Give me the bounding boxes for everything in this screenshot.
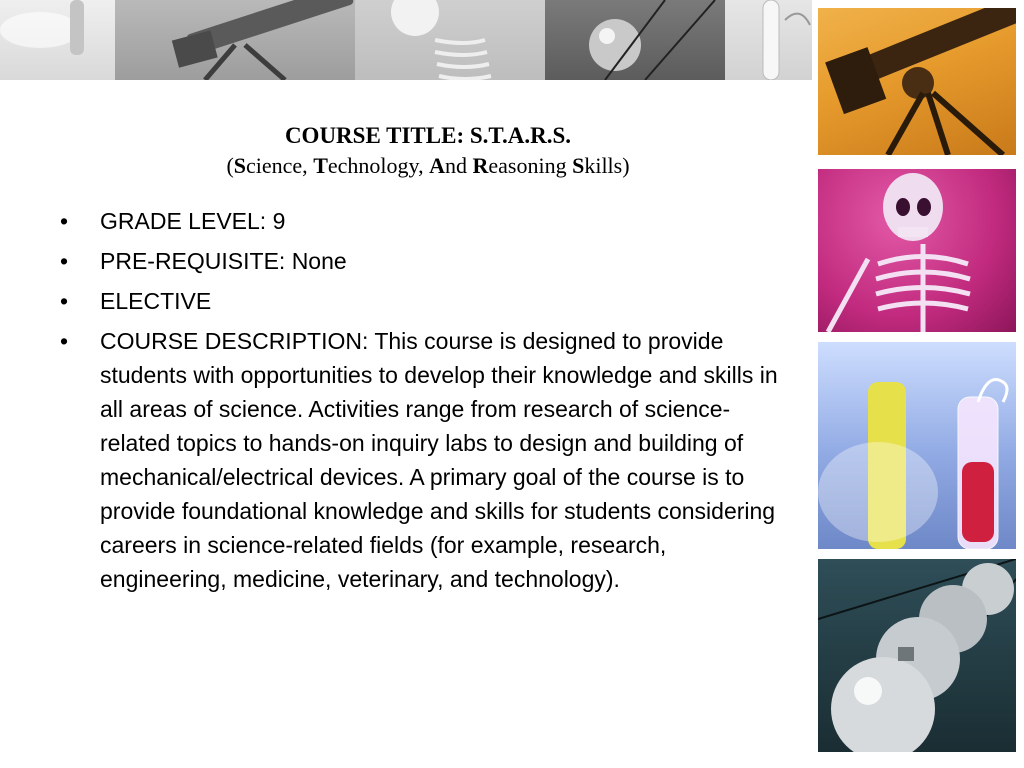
- skeleton-photo: [818, 169, 1016, 332]
- banner-lab-glassware-image: [0, 0, 115, 80]
- newtons-cradle-photo: [818, 559, 1016, 752]
- subtitle-text: kills): [584, 153, 630, 178]
- subtitle-text: cience,: [246, 153, 314, 178]
- subtitle-initial: T: [313, 153, 328, 178]
- subtitle-text: easoning: [488, 153, 573, 178]
- bullet-item: [60, 204, 795, 238]
- bullet-item: [60, 244, 795, 278]
- subtitle-text: (: [226, 153, 234, 178]
- top-banner: [0, 0, 812, 80]
- subtitle-initial: S: [572, 153, 585, 178]
- bullet-dot: •: [60, 248, 69, 274]
- test-tubes-photo: [818, 342, 1016, 549]
- slide-title: [0, 121, 856, 181]
- subtitle-initial: A: [429, 153, 445, 178]
- subtitle-text: echnology,: [327, 153, 430, 178]
- banner-pendulum-image: [545, 0, 725, 80]
- photo-column: [818, 8, 1016, 752]
- bullet-text: ELECTIVE: [100, 288, 212, 314]
- subtitle-initial: R: [472, 153, 489, 178]
- bullet-dot: •: [60, 208, 69, 234]
- subtitle-text: nd: [444, 153, 473, 178]
- bullet-text: PRE-REQUISITE: None: [100, 248, 347, 274]
- banner-test-tube-image: [725, 0, 812, 80]
- bullet-dot: •: [60, 328, 69, 354]
- banner-telescope-image: [115, 0, 355, 80]
- course-details-list: [60, 204, 795, 602]
- bullet-dot: •: [60, 288, 69, 314]
- bullet-text: COURSE DESCRIPTION: This course is designed to provide students with opportunities to develop their knowledge and skills in all areas of science. Activities range from research of science-related topics to hands-on inquiry labs to design and building of mechanical/electrical devices. A primary goal of the course is to provide foundational knowledge and skills for students considering careers in science-related fields (for example, research, engineering, medicine, veterinary, and technology).: [100, 328, 778, 592]
- course-subtitle: [0, 151, 856, 181]
- banner-skeleton-image: [355, 0, 545, 80]
- course-title: COURSE TITLE: S.T.A.R.S.: [284, 123, 572, 148]
- bullet-item: [60, 324, 795, 596]
- subtitle-initial: S: [233, 153, 247, 178]
- bullet-item: [60, 284, 795, 318]
- bullet-text: GRADE LEVEL: 9: [100, 208, 286, 234]
